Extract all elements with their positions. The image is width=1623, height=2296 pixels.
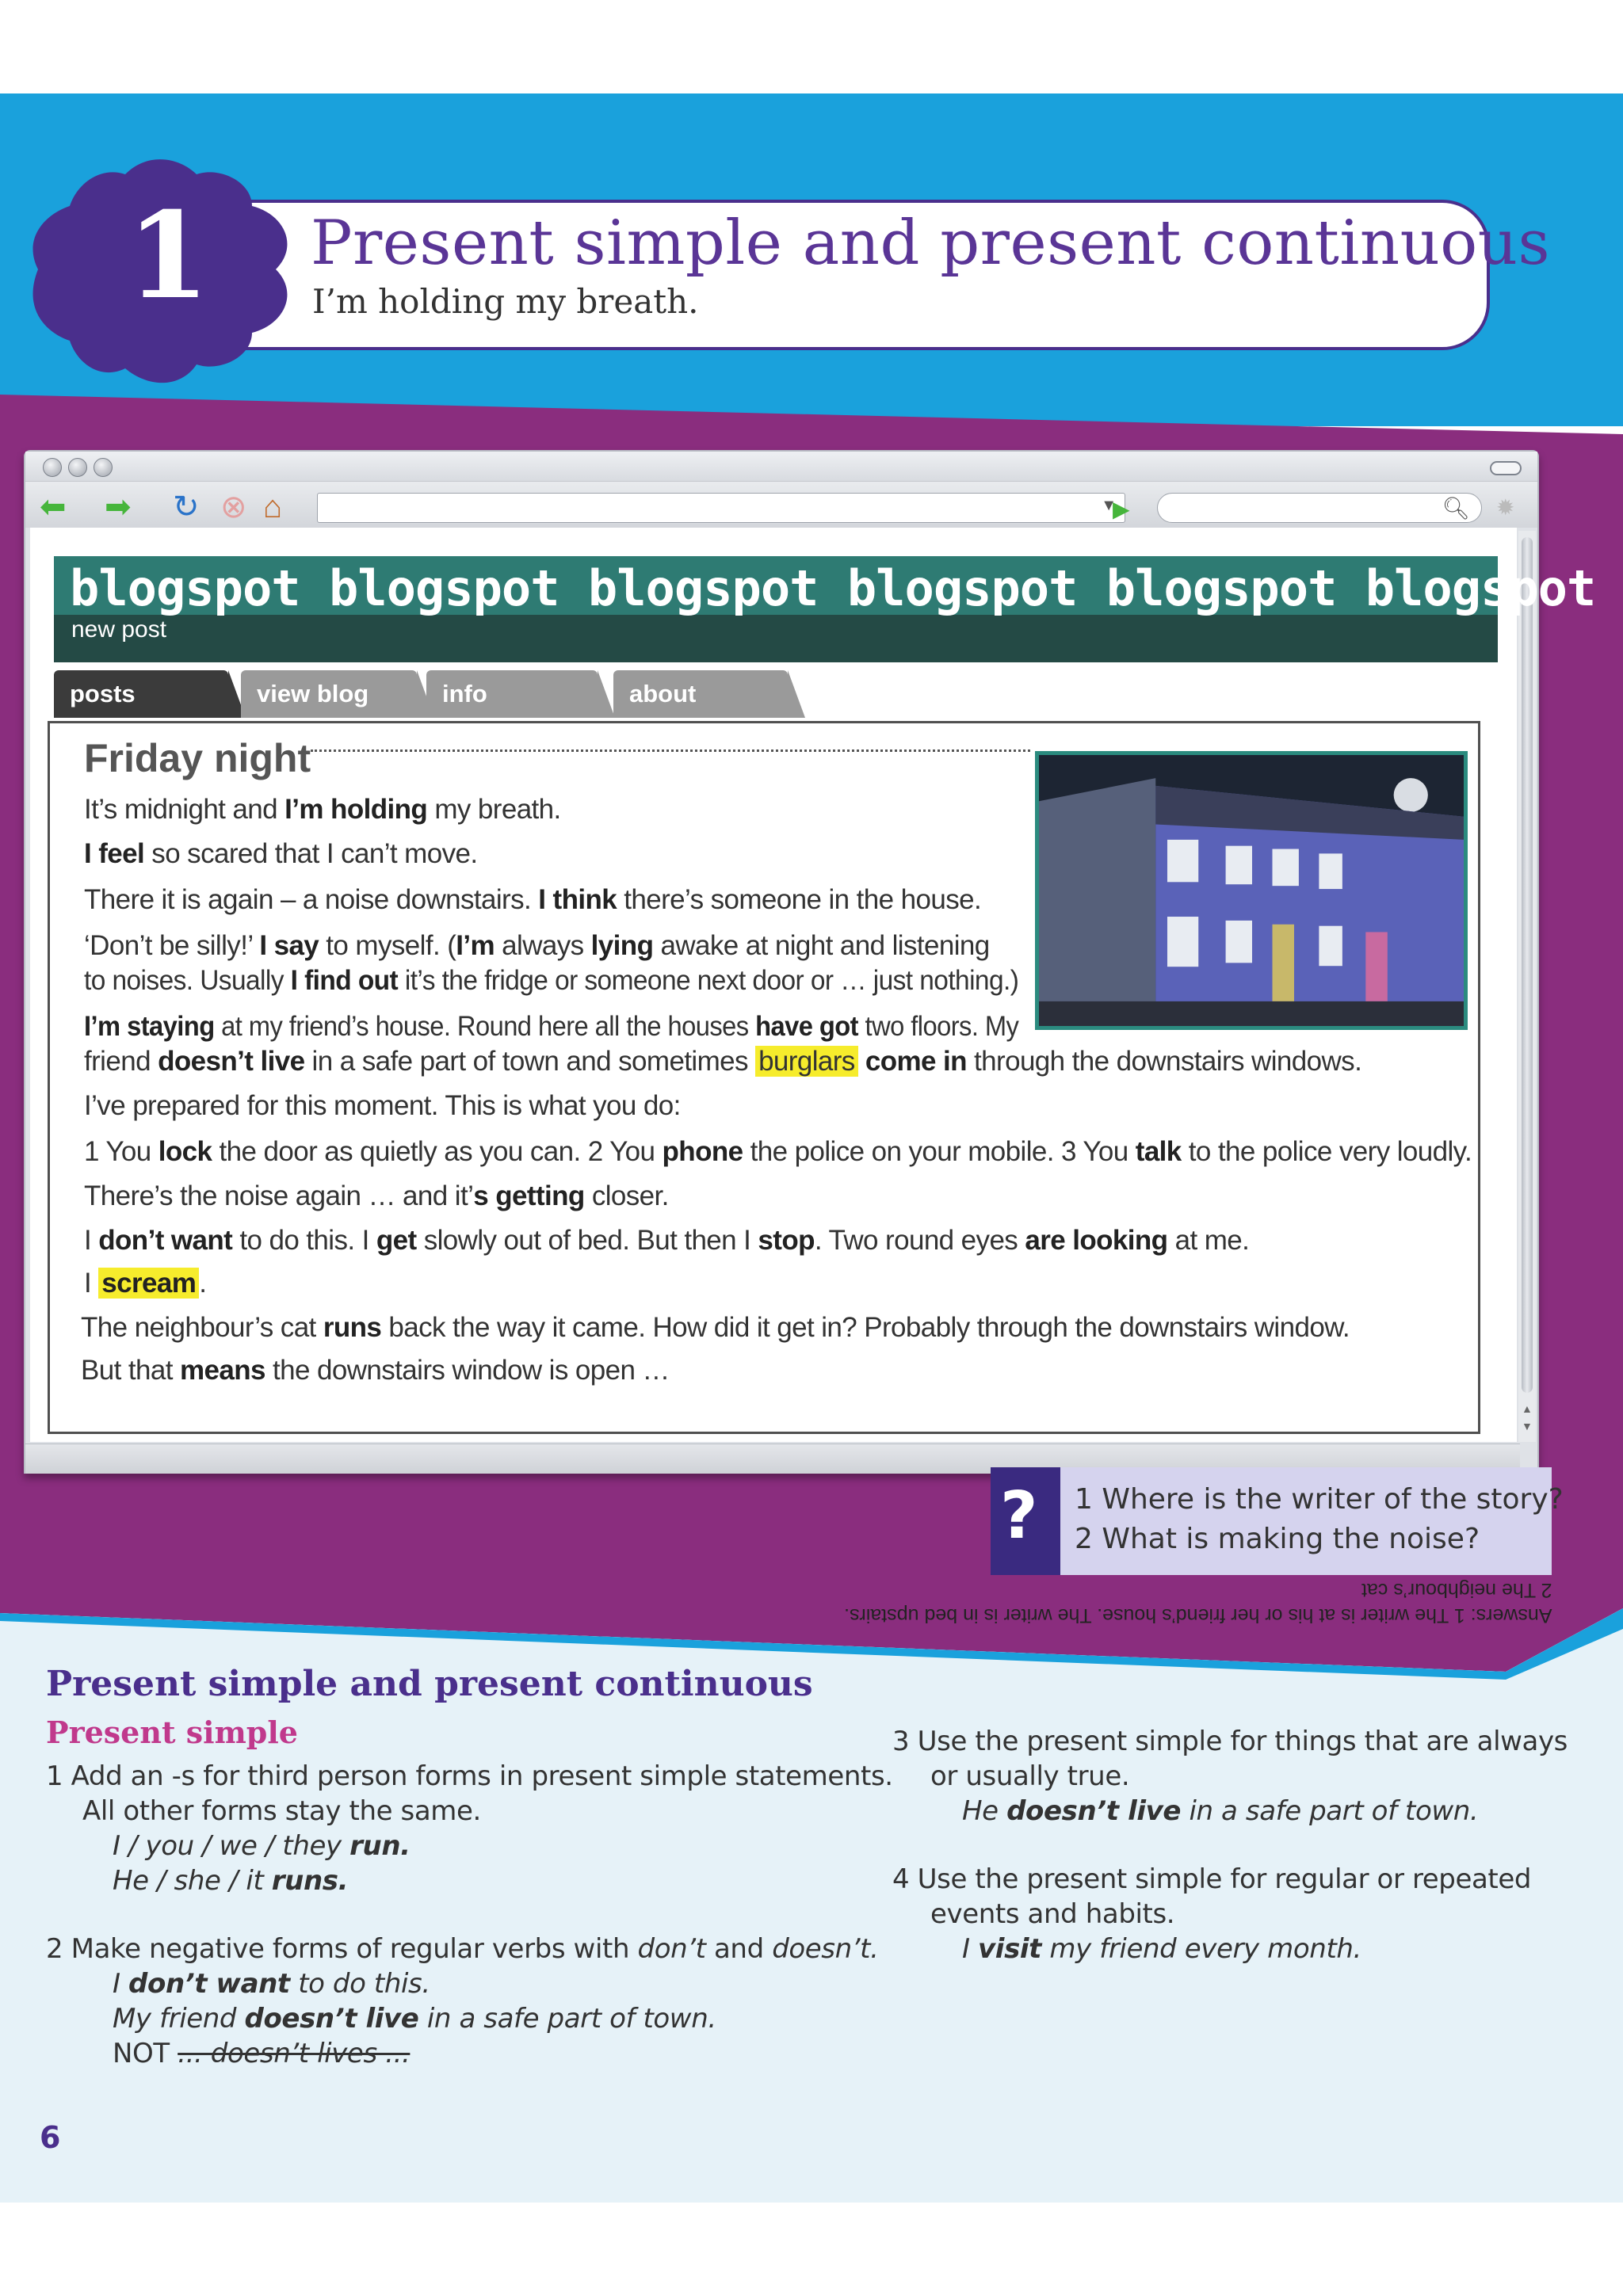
verb-form: phone [662,1136,743,1167]
verb-form: means [179,1355,265,1386]
example-1b: He / she / it runs. [113,1865,349,1897]
question-1: 1 Where is the writer of the story? [1075,1483,1564,1516]
example-2b: My friend doesn’t live in a safe part of town. [113,2003,716,2035]
tab-info[interactable] [426,670,598,718]
text-run: The neighbour’s cat [81,1312,323,1343]
post-title: Friday night [84,736,311,780]
scroll-up-arrow-icon[interactable]: ▲ [1522,1402,1533,1415]
example-1a: I / you / we / they run. [113,1830,411,1862]
blog-banner-lower [54,615,1498,662]
text-run: back the way it came. How did it get in? Probably through the downstairs window. [381,1312,1350,1343]
text-run: friend [84,1046,158,1077]
loading-spinner-icon: ✹ [1496,495,1515,520]
post-line [84,1090,681,1122]
grammar-title: Present simple and present continuous [46,1664,813,1704]
close-window-button[interactable] [43,458,62,477]
post-line [84,930,990,962]
post-line [84,1046,1361,1077]
highlighted-word: burglars [755,1046,858,1077]
text-run [858,1046,865,1077]
text-run: . Two round eyes [814,1225,1025,1256]
chevron-down-icon[interactable]: ▼ [1101,497,1117,514]
verb-form: I say [259,930,319,961]
rule-3-continued: or usually true. [930,1760,1130,1792]
example-2a: I don’t want to do this. [113,1968,430,2000]
post-line [84,794,561,826]
post-line [84,1268,206,1299]
text-run: awake at night and listening [653,930,990,961]
post-line [84,965,1018,997]
address-bar[interactable] [317,493,1125,523]
text-run: . [199,1268,207,1299]
title-dotted-rule [311,749,1030,752]
new-post-link[interactable]: new post [71,616,167,643]
unit-number: 1 [127,186,210,326]
blog-name: blogspot blogspot blogspot blogspot blogspot blogspot [70,559,1596,617]
search-input[interactable] [1157,493,1482,523]
text-run: There’s the noise again … and it’ [84,1180,474,1211]
text-run: it’s the fridge or someone next door or … just nothing.) [398,965,1019,996]
post-line [81,1312,1350,1344]
rule-1: 1 Add an -s for third person forms in present simple statements. [46,1760,893,1792]
forward-arrow-icon[interactable]: ➡ [105,490,132,524]
verb-form: get [376,1225,417,1256]
tab-about-label: about [629,680,697,707]
rule-4: 4 Use the present simple for regular or repeated [892,1863,1532,1895]
example-3: He doesn’t live in a safe part of town. [962,1795,1479,1827]
verb-form: lock [158,1136,212,1167]
tab-view-blog-label: view blog [257,680,369,707]
verb-form: I’m staying [84,1011,215,1042]
text-run: 1 You [84,1136,158,1167]
text-run: at me. [1167,1225,1250,1256]
tab-about[interactable] [613,670,788,718]
verb-form: doesn’t live [158,1046,305,1077]
text-run: I [84,1268,99,1299]
text-run: to myself. ( [319,930,456,961]
text-run: slowly out of bed. But then I [416,1225,758,1256]
post-line [84,884,981,916]
toolbar-toggle-button[interactable] [1490,461,1522,475]
text-run: always [495,930,591,961]
text-run: closer. [584,1180,669,1211]
verb-form: I’m holding [285,794,428,825]
example-4: I visit my friend every month. [962,1933,1361,1965]
rule-1-continued: All other forms stay the same. [82,1795,481,1827]
text-run: to the police very loudly. [1181,1136,1472,1167]
question-mark-icon: ? [1000,1478,1038,1554]
scrollbar-thumb[interactable] [1522,537,1533,1393]
verb-form: I feel [84,838,145,869]
rule-2: 2 Make negative forms of regular verbs with don’t and doesn’t. [46,1933,879,1965]
text-run: to noises. Usually [84,965,291,996]
go-arrow-icon[interactable]: ▶ [1113,497,1130,521]
reload-icon[interactable]: ↻ [173,490,200,524]
verb-form: runs [323,1312,382,1343]
tab-info-label: info [442,680,487,707]
zoom-window-button[interactable] [94,458,113,477]
text-run: so scared that I can’t move. [144,838,478,869]
post-line [84,1225,1249,1257]
text-run: to do this. I [232,1225,376,1256]
verb-form: I think [538,884,617,915]
minimize-window-button[interactable] [68,458,87,477]
grammar-subtitle: Present simple [46,1714,298,1750]
verb-form: are looking [1025,1225,1168,1256]
verb-form: s getting [473,1180,585,1211]
post-line [81,1355,670,1386]
tab-posts[interactable] [54,670,228,718]
verb-form: talk [1135,1136,1182,1167]
text-run: ‘Don’t be silly!’ [84,930,260,961]
home-icon[interactable]: ⌂ [263,490,283,524]
highlighted-word: scream [98,1268,199,1299]
text-run: I [84,1225,99,1256]
unit-subtitle: I’m holding my breath. [312,282,699,321]
unit-title: Present simple and present continuous [311,208,1551,279]
text-run: there’s someone in the house. [617,884,982,915]
verb-form: don’t want [98,1225,233,1256]
text-run: the door as quietly as you can. 2 You [212,1136,663,1167]
verb-form: I’m [456,930,495,961]
browser-titlebar [25,452,1537,482]
search-icon[interactable]: 🔍︎ [1442,496,1470,521]
stop-icon[interactable]: ⊗ [220,490,247,524]
text-run: through the downstairs windows. [966,1046,1362,1077]
verb-form: lying [590,930,654,961]
verb-form: have got [755,1011,859,1042]
rule-4-continued: events and habits. [930,1898,1175,1930]
text-run: It’s midnight and [84,794,285,825]
post-line [84,838,477,870]
text-run: two floors. My [858,1011,1019,1042]
back-arrow-icon[interactable]: ⬅ [40,490,67,524]
page-number: 6 [40,2120,61,2155]
scroll-down-arrow-icon[interactable]: ▼ [1522,1420,1533,1432]
verb-form: stop [758,1225,815,1256]
verb-form: come in [865,1046,967,1077]
rule-3: 3 Use the present simple for things that are always [892,1726,1568,1757]
text-run: I’ve prepared for this moment. This is what you do: [84,1090,681,1121]
answers-line-2: 2 The neighbour’s cat [1361,1579,1552,1601]
example-2c: NOT ... doesn’t lives ... [113,2038,411,2069]
text-run: But that [81,1355,180,1386]
browser-toolbar [25,482,1537,528]
text-run: the police on your mobile. 3 You [743,1136,1136,1167]
terraced-houses-night-photo [1035,751,1468,1030]
text-run: in a safe part of town and sometimes [304,1046,756,1077]
answers-line-1: Answers: 1 The writer is at his or her friend’s house. The writer is in bed upstairs. [844,1604,1552,1627]
text-run: at my friend’s house. Round here all the houses [214,1011,756,1042]
post-line [84,1136,1472,1168]
post-line [84,1180,669,1212]
verb-form: I find out [290,965,399,996]
question-2: 2 What is making the noise? [1075,1523,1480,1555]
text-run: the downstairs window is open … [265,1355,670,1386]
text-run: There it is again – a noise downstairs. [84,884,539,915]
vertical-scrollbar[interactable] [1518,531,1536,1442]
text-run: my breath. [427,794,561,825]
post-line [84,1011,1018,1043]
tab-view-blog[interactable] [241,670,417,718]
tab-posts-label: posts [70,680,136,707]
